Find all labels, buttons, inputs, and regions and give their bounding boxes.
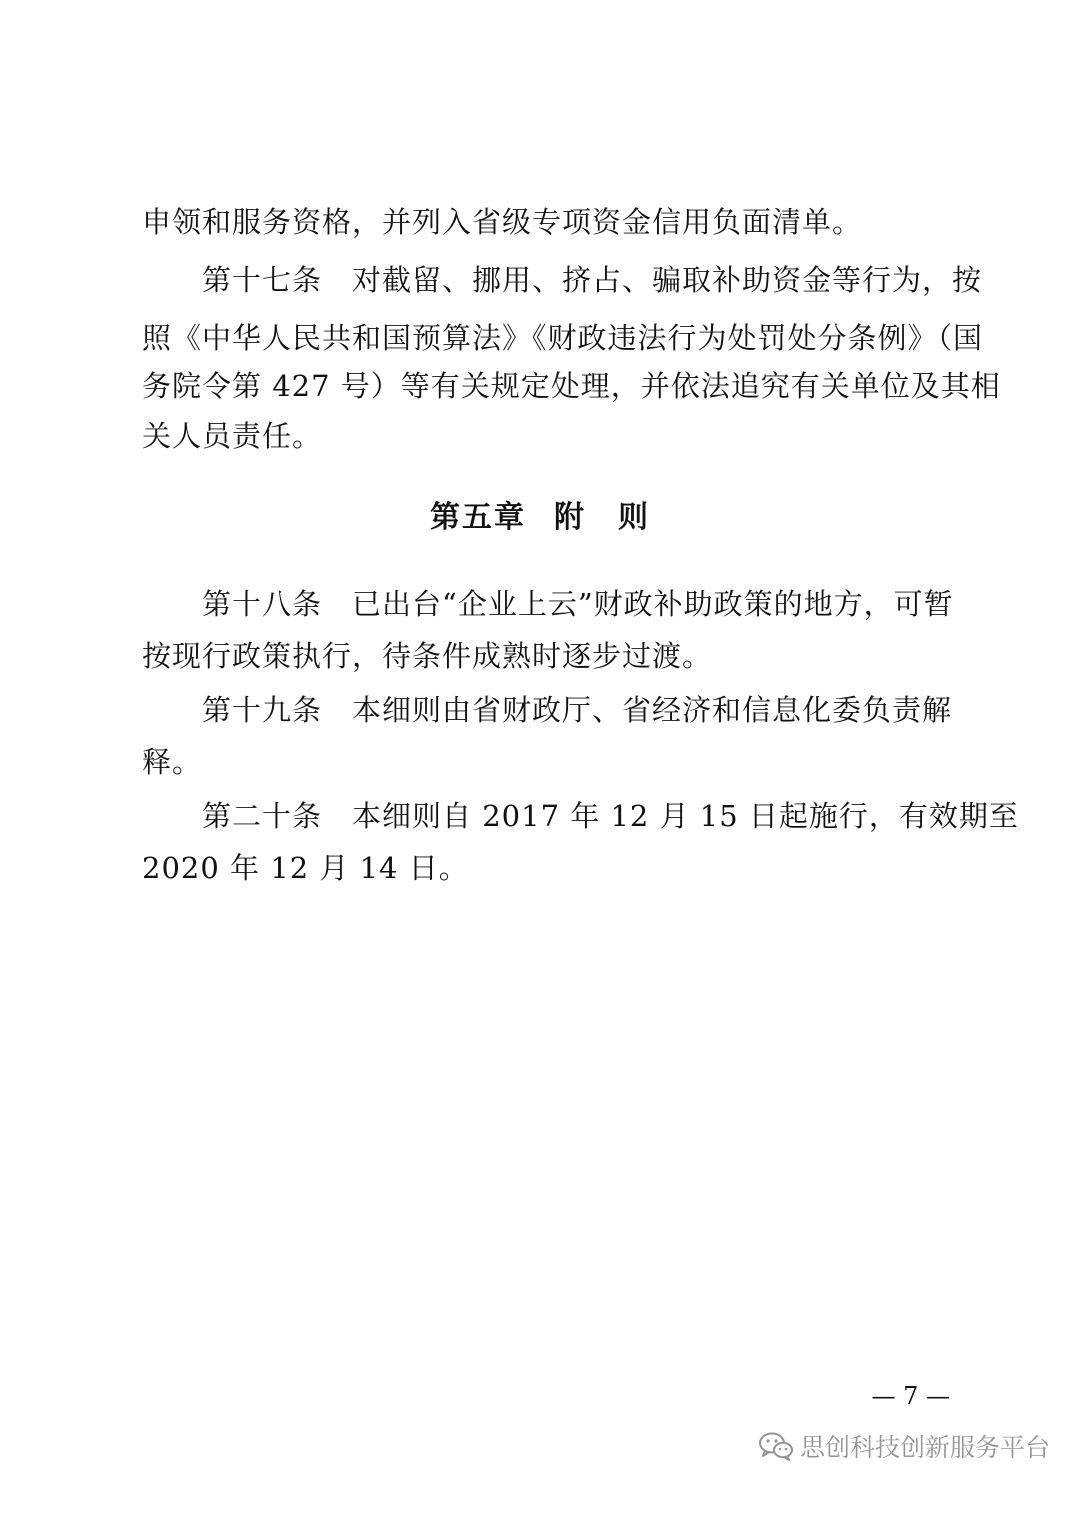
watermark [758, 1428, 1050, 1464]
paragraph-line: 释。 [142, 745, 203, 779]
article-17-line: 第十七条 对截留、挪用、挤占、骗取补助资金等行为，按 [202, 263, 983, 297]
paragraph-line: 照《中华人民共和国预算法》《财政违法行为处罚处分条例》（国 [142, 321, 984, 355]
article-19-line: 第十九条 本细则由省财政厅、省经济和信息化委负责解 [202, 693, 953, 727]
page-number: — 7 — [871, 1382, 950, 1410]
chapter-title: 附 则 [554, 500, 650, 535]
article-20-line: 第二十条 本细则自 2017 年 12 月 15 日起施行，有效期至 [202, 799, 1019, 833]
paragraph-line: 按现行政策执行，待条件成熟时逐步过渡。 [142, 639, 713, 673]
paragraph-line: 申领和服务资格，并列入省级专项资金信用负面清单。 [142, 205, 863, 239]
watermark-text: 思创科技创新服务平台 [799, 1433, 1050, 1462]
paragraph-line: 关人员责任。 [142, 419, 323, 453]
wechat-icon [758, 1431, 794, 1461]
paragraph-line: 2020 年 12 月 14 日。 [142, 851, 469, 885]
paragraph-line: 务院令第 427 号）等有关规定处理，并依法追究有关单位及其相 [142, 369, 1001, 403]
chapter-number: 第五章 [430, 500, 526, 535]
chapter-heading [0, 498, 1080, 538]
article-18-line: 第十八条 已出台“企业上云”财政补助政策的地方，可暂 [202, 587, 954, 621]
